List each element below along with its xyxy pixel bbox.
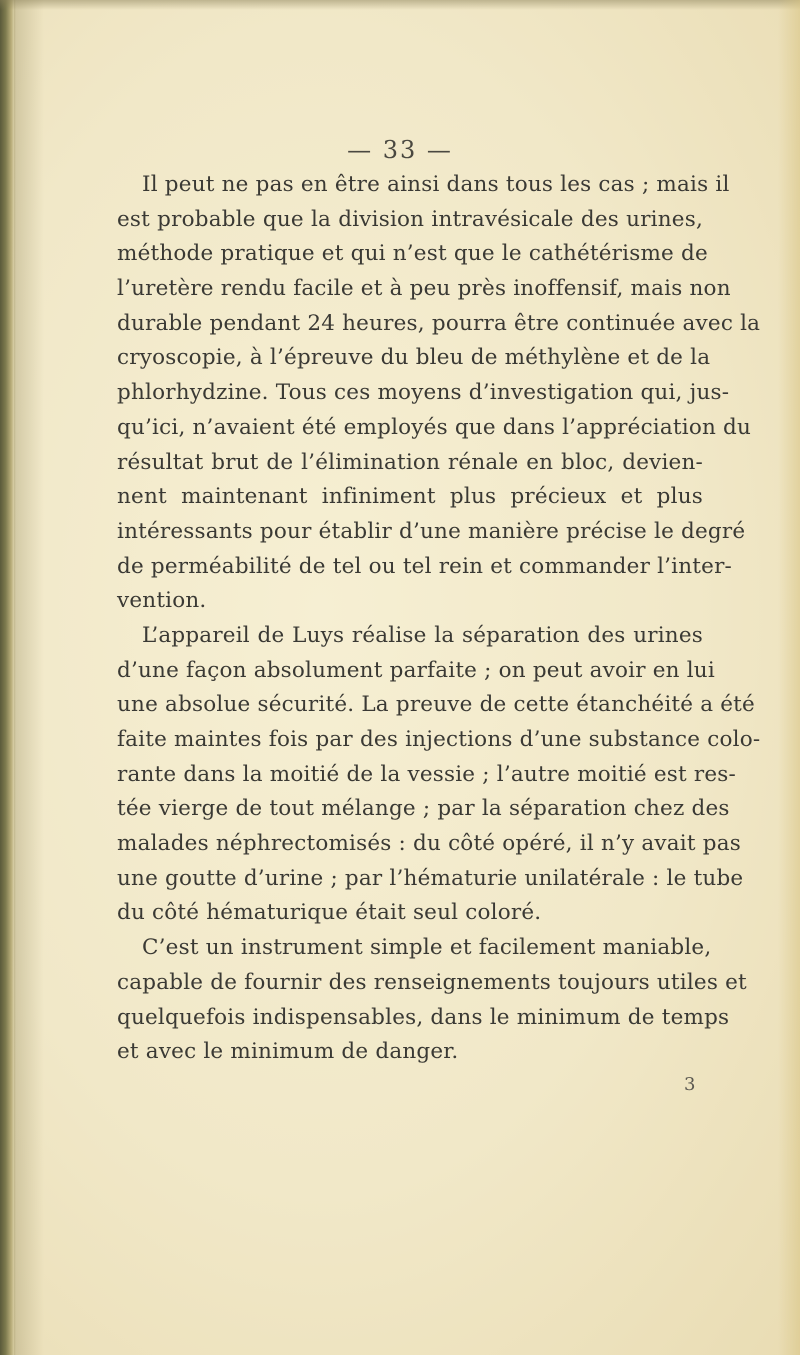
paragraph-1-line: l’uretère rendu facile et à peu près inoffensif, mais non <box>117 276 731 302</box>
paragraph-2-line: malades néphrectomisés : du côté opéré, il n’y avait pas <box>117 831 741 857</box>
paragraph-1-line: durable pendant 24 heures, pourra être continuée avec la <box>117 310 761 336</box>
paragraph-1-line: qu’ici, n’avaient été employés que dans l’appréciation du <box>117 414 752 440</box>
paragraph-2-line: une absolue sécurité. La preuve de cette étanchéité a été <box>117 692 755 718</box>
top-edge-shadow <box>0 0 800 10</box>
paragraph-2-line: tée vierge de tout mélange ; par la séparation chez des <box>117 796 730 822</box>
page-number: — 33 — <box>347 136 453 164</box>
paragraph-3-line: capable de fournir des renseignements toujours utiles et <box>117 969 747 995</box>
paragraph-1-line: est probable que la division intravésicale des urines, <box>117 206 703 232</box>
signature-mark: 3 <box>684 1074 696 1095</box>
paragraph-1-line: intéressants pour établir d’une manière précise le degré <box>117 518 746 544</box>
paragraph-3-line: et avec le minimum de danger. <box>117 1039 459 1065</box>
paragraph-3-line: quelquefois indispensables, dans le minimum de temps <box>117 1004 730 1030</box>
binding-shadow <box>14 0 44 1355</box>
paragraph-2-line: L’appareil de Luys réalise la séparation des urines <box>142 622 703 648</box>
paragraph-1-line: Il peut ne pas en être ainsi dans tous les cas ; mais il <box>142 172 730 197</box>
paragraph-2-line: faite maintes fois par des injections d’une substance colo- <box>117 727 761 752</box>
paragraph-1-line: vention. <box>117 588 207 614</box>
body-text <box>117 168 761 1070</box>
paragraph-2-line: une goutte d’urine ; par l’hématurie unilatérale : le tube <box>117 865 744 891</box>
paragraph-1-line: résultat brut de l’élimination rénale en bloc, devien- <box>117 449 703 475</box>
paragraph-2-line: du côté hématurique était seul coloré. <box>117 900 542 926</box>
right-edge-stain <box>778 0 800 1355</box>
paragraph-1-line: cryoscopie, à l’épreuve du bleu de méthylène et de la <box>117 345 711 371</box>
paragraph-2-line: d’une façon absolument parfaite ; on peut avoir en lui <box>117 657 715 683</box>
paragraph-1-line: phlorhydzine. Tous ces moyens d’investigation qui, jus- <box>117 380 730 406</box>
paragraph-2-line: rante dans la moitié de la vessie ; l’autre moitié est res- <box>117 761 737 787</box>
paragraph-1-line: nent maintenant infiniment plus précieux et plus <box>117 484 703 510</box>
paragraph-1-line: de perméabilité de tel ou tel rein et commander l’inter- <box>117 553 733 579</box>
paragraph-1-line: méthode pratique et qui n’est que le cathétérisme de <box>117 241 708 267</box>
paragraph-3-line: C’est un instrument simple et facilement maniable, <box>142 935 712 961</box>
